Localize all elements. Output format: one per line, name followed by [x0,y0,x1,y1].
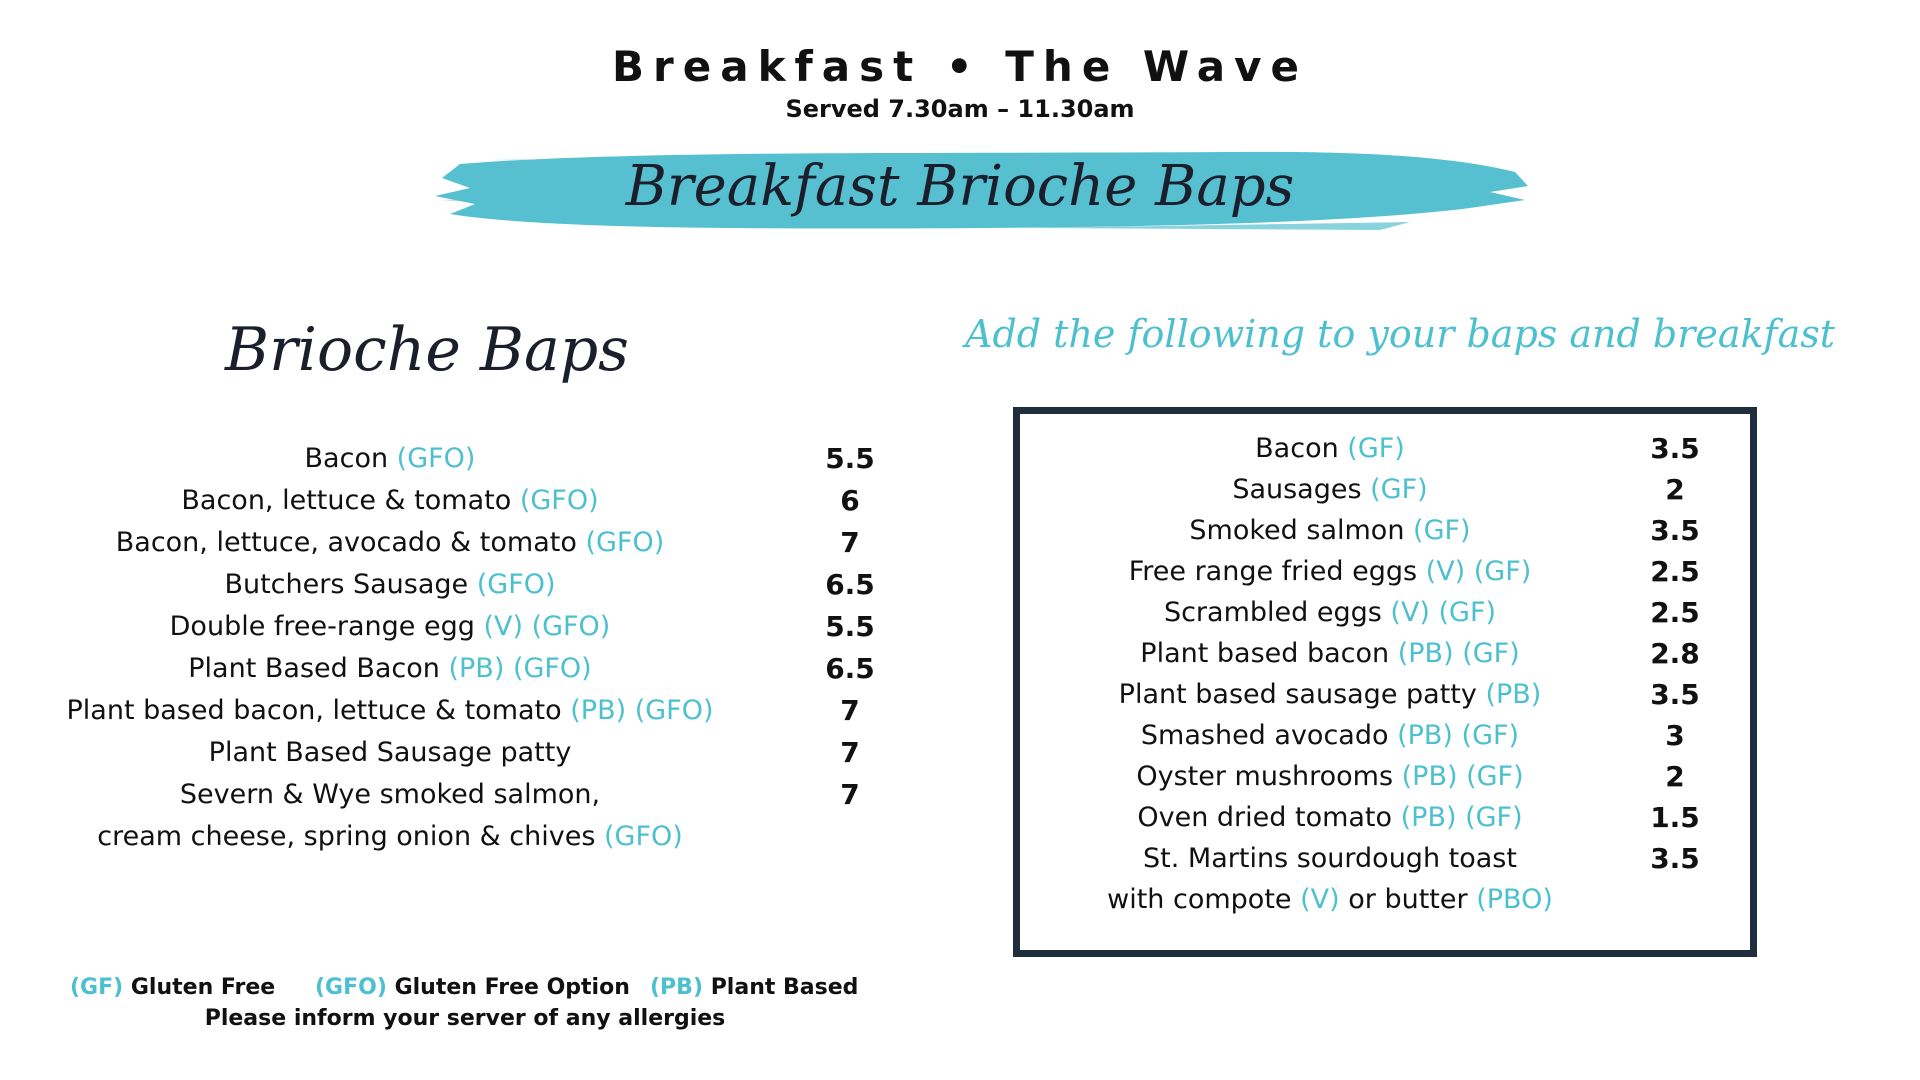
menu-item [20,564,890,606]
item-price: 2.5 [1650,596,1700,629]
item-price: 7 [840,778,860,811]
dietary-tag: (PB) [1485,679,1542,710]
legend-plant-based [650,975,858,1000]
legend-tag: (PB) [650,975,704,1000]
item-name: Double free-range egg [169,611,475,642]
dietary-tag: (V) (GF) [1390,597,1497,628]
dietary-tag: (GF) [1370,474,1428,505]
legend-gluten-free-option [315,975,630,1000]
dietary-tag: (GFO) [476,569,556,600]
item-price: 1.5 [1650,801,1700,834]
item-price: 2 [1665,473,1685,506]
dietary-tag: (V) (GF) [1425,556,1532,587]
dietary-tag: (PB) (GF) [1401,761,1524,792]
addon-item [1080,551,1760,592]
dietary-tag: (GFO) [603,821,683,852]
brioche-menu-list [20,438,890,858]
dietary-tag: (PB) (GF) [1397,638,1520,669]
item-name: Free range fried eggs [1128,556,1418,587]
item-price: 2.5 [1650,555,1700,588]
addon-item [1080,633,1760,674]
dietary-tag: (GF) [1413,515,1471,546]
allergy-note: Please inform your server of any allergies [204,1006,726,1031]
item-name: Plant based bacon, lettuce & tomato [66,695,562,726]
item-price: 7 [840,526,860,559]
dietary-tag: (PB) (GFO) [570,695,714,726]
legend-tag: (GF) [70,975,124,1000]
addons-section-title: Add the following to your baps and breakfast [965,312,1836,356]
item-name-line-1: Severn & Wye smoked salmon, [179,779,601,810]
brioche-section-title: Brioche Baps [225,315,629,385]
item-name-line-2b: or butter [1348,884,1468,915]
legend-gluten-free [70,975,275,1000]
item-price: 6.5 [825,568,875,601]
dietary-tag: (PB) (GF) [1400,802,1523,833]
item-price: 3.5 [1650,678,1700,711]
dietary-tag: (PB) (GF) [1397,720,1520,751]
item-price: 6 [840,484,860,517]
addon-item [1080,797,1760,838]
dietary-tag: (GFO) [585,527,665,558]
dietary-tag: (V) [1300,884,1340,915]
dietary-tag: (PB) (GFO) [448,653,592,684]
item-name: Oven dried tomato [1137,802,1393,833]
item-price: 7 [840,694,860,727]
legend-label: Gluten Free [130,975,276,1000]
item-name-line-1: St. Martins sourdough toast [1143,843,1517,874]
addon-item [1080,469,1760,510]
menu-item [20,732,890,774]
item-name: Sausages [1232,474,1362,505]
item-name: Smoked salmon [1189,515,1405,546]
item-price: 5.5 [825,610,875,643]
legend-tag: (GFO) [315,975,387,1000]
dietary-tag: (V) (GFO) [483,611,611,642]
addon-item [1080,838,1760,920]
item-name: Bacon [1255,433,1339,464]
menu-item [20,774,890,858]
item-price: 2 [1665,760,1685,793]
item-price: 7 [840,736,860,769]
item-name: Bacon, lettuce, avocado & tomato [115,527,577,558]
item-price: 5.5 [825,442,875,475]
menu-item [20,480,890,522]
item-price: 3.5 [1650,842,1700,875]
dietary-tag: (GF) [1347,433,1405,464]
item-name: Butchers Sausage [224,569,469,600]
item-name: Plant based bacon [1140,638,1390,669]
item-name-line-2a: with compote [1107,884,1292,915]
item-name: Plant Based Sausage patty [208,737,572,768]
banner-title: Breakfast Brioche Baps [625,154,1295,219]
menu-item [20,648,890,690]
menu-item [20,606,890,648]
menu-item [20,690,890,732]
item-name: Scrambled eggs [1163,597,1382,628]
item-name: Plant Based Bacon [188,653,440,684]
item-name-line-2: cream cheese, spring onion & chives [97,821,596,852]
item-name: Bacon, lettuce & tomato [181,485,512,516]
item-name: Bacon [304,443,389,474]
legend-label: Gluten Free Option [394,975,630,1000]
legend-label: Plant Based [710,975,859,1000]
item-name: Oyster mushrooms [1136,761,1394,792]
menu-item [20,522,890,564]
dietary-tag: (PBO) [1476,884,1553,915]
menu-title: Breakfast • The Wave [612,42,1308,91]
addon-item [1080,592,1760,633]
item-name: Smashed avocado [1140,720,1389,751]
dietary-tag: (GFO) [519,485,599,516]
item-price: 3 [1665,719,1685,752]
addon-item [1080,715,1760,756]
menu-item [20,438,890,480]
addon-item [1080,428,1760,469]
serving-hours: Served 7.30am – 11.30am [785,95,1135,123]
item-price: 6.5 [825,652,875,685]
addon-item [1080,674,1760,715]
item-name: Plant based sausage patty [1118,679,1477,710]
item-price: 3.5 [1650,514,1700,547]
addon-item [1080,756,1760,797]
dietary-tag: (GFO) [396,443,476,474]
item-price: 3.5 [1650,432,1700,465]
addons-list [1080,428,1760,920]
addon-item [1080,510,1760,551]
item-price: 2.8 [1650,637,1700,670]
